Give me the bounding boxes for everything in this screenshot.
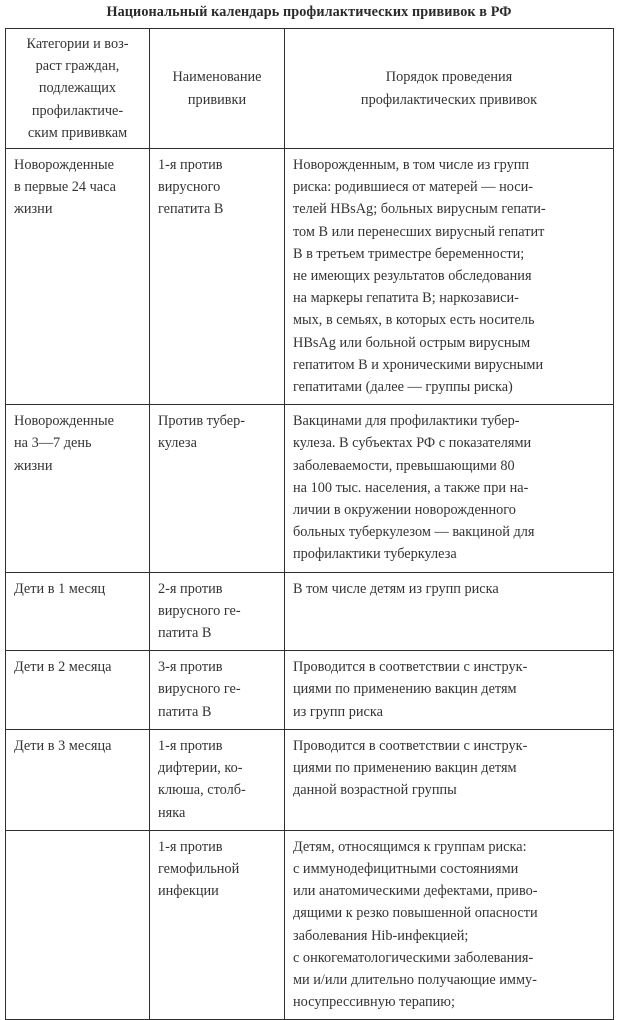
text-line: Детям, относящимся к группам риска: (293, 838, 527, 855)
text-line: 2-я против (158, 580, 223, 597)
text-line: мых, в семьях, в которых есть носитель (293, 312, 535, 329)
text-line: патита В (158, 625, 212, 642)
text-line: вирусного ге- (158, 602, 241, 619)
text-line: Проводится в соответствии с инструк- (293, 659, 528, 676)
text-line: Проводится в соответствии с инструк- (293, 737, 528, 754)
cell-category (6, 651, 150, 730)
cell-category (6, 729, 150, 830)
text-line: циями по применению вакцин детям (293, 760, 517, 777)
header-category-text (6, 29, 149, 148)
text-line: с онкогематологическими заболевания- (293, 949, 534, 966)
text-line: профилактиче- (31, 102, 124, 119)
cell-vaccine-name (150, 572, 285, 651)
text-line: Вакцинами для профилактики тубер- (293, 413, 520, 430)
header-cell-category (6, 29, 150, 149)
cell-category-text (6, 730, 149, 763)
text-line: том В или перенесших вирусный гепатит (293, 223, 545, 240)
text-line: инфекции (158, 883, 219, 900)
text-line: 1-я против (158, 838, 223, 855)
text-line: жизни (14, 201, 53, 218)
text-line: патита В (158, 703, 212, 720)
text-line: 3-я против (158, 659, 223, 676)
cell-procedure (285, 651, 614, 730)
header-vaccine-name-text (150, 62, 284, 114)
text-line: дящими к резко повышенной опасности (293, 905, 538, 922)
text-line: В том числе детям из групп риска (293, 580, 499, 597)
text-line: кулеза. В субъектах РФ с показателями (293, 435, 532, 452)
cell-procedure (285, 572, 614, 651)
text-line: подлежащих (38, 80, 117, 97)
text-line: с иммунодефицитными состояниями (293, 860, 519, 877)
cell-category (6, 149, 150, 405)
table-row (6, 729, 614, 830)
header-procedure-text (285, 62, 613, 114)
vaccination-calendar-table (5, 28, 614, 1020)
cell-procedure-text (285, 405, 613, 571)
text-line: Новорожденным, в том числе из групп (293, 157, 530, 174)
cell-category-text (6, 831, 149, 852)
text-line: гепатитами (далее — группы риска) (293, 379, 513, 396)
text-line: няка (158, 804, 186, 821)
text-line: заболевания Hib-инфекцией; (293, 927, 469, 944)
header-cell-vaccine-name (150, 29, 285, 149)
text-line: Наименование (172, 69, 262, 86)
text-line: риска: родившиеся от матерей — носи- (293, 179, 533, 196)
text-line: кулеза (158, 435, 197, 452)
cell-procedure (285, 149, 614, 405)
text-line: 1-я против (158, 157, 223, 174)
text-line: или анатомическими дефектами, приво- (293, 883, 538, 900)
text-line: Против тубер- (158, 413, 246, 430)
text-line: ми и/или длительно получающие имму- (293, 971, 537, 988)
text-line: ским прививкам (27, 124, 128, 141)
cell-category-text (6, 149, 149, 227)
cell-procedure (285, 729, 614, 830)
cell-category (6, 572, 150, 651)
text-line: из групп риска (293, 703, 383, 720)
text-line: профилактических прививок (360, 91, 538, 108)
cell-procedure-text (285, 149, 613, 404)
cell-category-text (6, 573, 149, 606)
text-line: носупрессивную терапию; (293, 994, 455, 1011)
text-line: раст граждан, (35, 58, 120, 75)
cell-vaccine-name (150, 149, 285, 405)
cell-category (6, 830, 150, 1020)
text-line: дифтерии, ко- (158, 760, 243, 777)
header-cell-procedure (285, 29, 614, 149)
cell-procedure (285, 830, 614, 1020)
cell-vaccine-name-text (150, 831, 284, 909)
cell-vaccine-name (150, 729, 285, 830)
table-row (6, 830, 614, 1020)
cell-procedure-text (285, 573, 613, 606)
text-line: В в третьем триместре беременности; (293, 245, 525, 262)
text-line: данной возрастной группы (293, 782, 457, 799)
cell-vaccine-name (150, 405, 285, 572)
cell-category-text (6, 405, 149, 483)
cell-vaccine-name-text (150, 651, 284, 729)
text-line: HBsAg или больной острым вирусным (293, 334, 531, 351)
text-line: Дети в 2 месяца (14, 659, 112, 676)
text-line: Новорожденные (14, 413, 114, 430)
cell-vaccine-name (150, 830, 285, 1020)
text-line: профилактики туберкулеза (293, 546, 457, 563)
text-line: больных туберкулезом — вакциной для (293, 524, 535, 541)
text-line: на 100 тыс. населения, а также при на- (293, 479, 529, 496)
cell-vaccine-name-text (150, 573, 284, 651)
cell-procedure-text (285, 831, 613, 1020)
table-row (6, 572, 614, 651)
cell-procedure-text (285, 651, 613, 729)
page-title: Национальный календарь профилактических прививок в РФ (106, 4, 512, 20)
text-line: Категории и воз- (26, 36, 129, 52)
text-line: Дети в 3 месяца (14, 737, 112, 754)
text-line: личии в окружении новорожденного (293, 502, 516, 519)
text-line: гепатита В (158, 201, 224, 218)
text-line: прививки (187, 91, 247, 108)
text-line: не имеющих результатов обследования (293, 268, 532, 285)
text-line: Порядок проведения (385, 69, 513, 86)
table-row (6, 405, 614, 572)
text-line: на маркеры гепатита В; наркозависи- (293, 290, 519, 307)
text-line: клюша, столб- (158, 782, 246, 799)
table-body (6, 29, 614, 1020)
cell-vaccine-name-text (150, 730, 284, 830)
cell-vaccine-name (150, 651, 285, 730)
cell-category (6, 405, 150, 572)
cell-procedure (285, 405, 614, 572)
text-line: заболеваемости, превышающими 80 (293, 457, 515, 474)
cell-vaccine-name-text (150, 405, 284, 460)
cell-vaccine-name-text (150, 149, 284, 227)
cell-procedure-text (285, 730, 613, 808)
text-line: вирусного (158, 179, 221, 196)
text-line: 1-я против (158, 737, 223, 754)
text-line: гепатитом В и хроническими вирусными (293, 356, 544, 373)
text-line: Дети в 1 месяц (14, 580, 106, 597)
text-line: жизни (14, 457, 53, 474)
text-line: циями по применению вакцин детям (293, 681, 517, 698)
table-row (6, 149, 614, 405)
text-line: вирусного ге- (158, 681, 241, 698)
table-row (6, 651, 614, 730)
text-line: в первые 24 часа (14, 179, 117, 196)
table-header-row (6, 29, 614, 149)
text-line: телей HBsAg; больных вирусным гепати- (293, 201, 546, 218)
text-line: гемофильной (158, 860, 240, 877)
text-line: Новорожденные (14, 157, 114, 174)
cell-category-text (6, 651, 149, 684)
text-line: на 3—7 день (14, 435, 92, 452)
